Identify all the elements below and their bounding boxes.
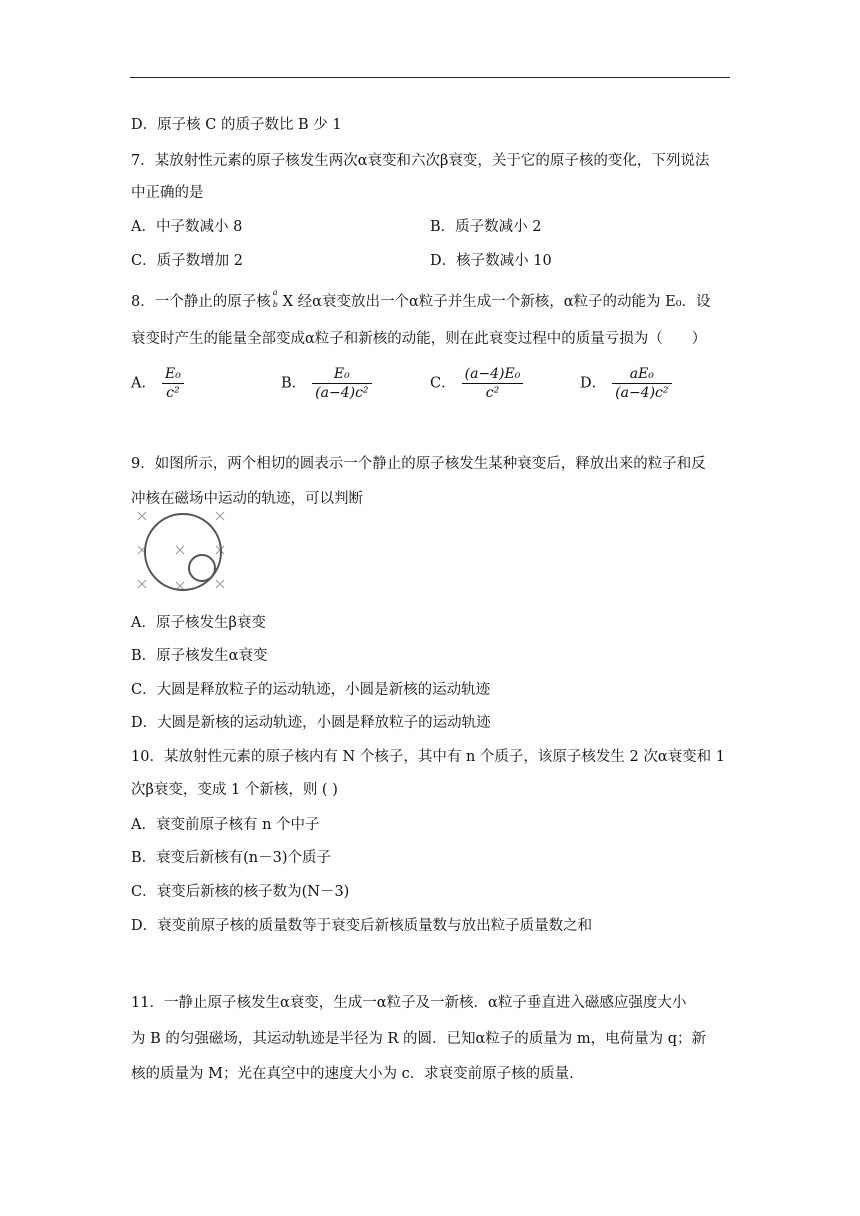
magnetic-field-trajectory-figure bbox=[132, 508, 228, 596]
q8-option-c-numerator: (a−4)E₀ bbox=[462, 366, 524, 384]
q9-option-a: A．原子核发生β衰变 bbox=[131, 615, 266, 631]
q7-stem-line2: 中正确的是 bbox=[131, 185, 204, 201]
q8-stem-line1 bbox=[131, 290, 711, 311]
q8-option-b-numerator: E₀ bbox=[312, 366, 371, 384]
q8-option-c-denominator: c² bbox=[485, 385, 500, 401]
q8-option-d bbox=[580, 366, 672, 401]
q9-stem-line1: 9．如图所示，两个相切的圆表示一个静止的原子核发生某种衰变后，释放出来的粒子和反 bbox=[131, 456, 706, 472]
q10-option-a: A．衰变前原子核有 n 个中子 bbox=[131, 817, 320, 833]
q10-stem-line1: 10．某放射性元素的原子核内有 N 个核子，其中有 n 个质子，该原子核发生 2 次α衰变和 1 bbox=[131, 749, 725, 765]
q10-stem-line2: 次β衰变，变成 1 个新核，则 ( ) bbox=[131, 782, 338, 798]
q8-option-a-numerator: E₀ bbox=[162, 366, 184, 384]
q9-option-c: C．大圆是释放粒子的运动轨迹，小圆是新核的运动轨迹 bbox=[131, 682, 491, 698]
q11-stem-line1: 11．一静止原子核发生α衰变，生成一α粒子及一新核．α粒子垂直进入磁感应强度大小 bbox=[131, 995, 687, 1011]
q7-option-c: C．质子数增加 2 bbox=[131, 253, 243, 269]
q7-option-d: D．核子数减小 10 bbox=[430, 253, 552, 269]
q7-option-b: B．质子数减小 2 bbox=[430, 219, 542, 235]
q11-stem-line2: 为 B 的匀强磁场，其运动轨迹是半径为 R 的圆．已知α粒子的质量为 m，电荷量为 q；新 bbox=[131, 1031, 707, 1047]
q8-stem-line2: 衰变时产生的能量全部变成α粒子和新核的动能，则在此衰变过程中的质量亏损为（ ） bbox=[131, 331, 707, 347]
q8-stem-line1-suffix: X 经α衰变放出一个α粒子并生成一个新核，α粒子的动能为 E₀．设 bbox=[282, 294, 711, 310]
q8-option-d-denominator: (a−4)c² bbox=[615, 385, 669, 401]
q8-option-b-denominator: (a−4)c² bbox=[315, 385, 369, 401]
q8-option-a bbox=[131, 366, 184, 401]
q11-stem-line3: 核的质量为 M；光在真空中的速度大小为 c．求衰变前原子核的质量． bbox=[131, 1066, 584, 1082]
q8-option-c-fraction bbox=[462, 366, 524, 401]
q7-stem-line1: 7．某放射性元素的原子核发生两次α衰变和六次β衰变，关于它的原子核的变化，下列说法 bbox=[131, 153, 710, 169]
q8-option-a-fraction bbox=[162, 366, 184, 401]
q8-option-c-label: C． bbox=[430, 375, 456, 392]
q8-option-a-denominator: c² bbox=[166, 385, 180, 401]
q8-option-c bbox=[430, 366, 523, 401]
nuclide-symbol bbox=[271, 288, 283, 309]
header-rule bbox=[130, 77, 730, 78]
q9-option-d: D．大圆是新核的运动轨迹，小圆是释放粒子的运动轨迹 bbox=[131, 715, 491, 731]
q10-option-c: C．衰变后新核的核子数为(N－3) bbox=[131, 884, 350, 900]
q8-stem-line1-prefix: 8．一个静止的原子核 bbox=[131, 294, 271, 310]
q8-option-b bbox=[281, 366, 372, 401]
nuclide-atomic-number: b bbox=[272, 300, 278, 309]
q8-option-b-fraction bbox=[312, 366, 371, 401]
q10-option-d: D．衰变前原子核的质量数等于衰变后新核质量数与放出粒子质量数之和 bbox=[131, 918, 593, 934]
q8-option-d-fraction bbox=[612, 366, 671, 401]
q7-option-a: A．中子数减小 8 bbox=[131, 219, 243, 235]
q9-option-b: B．原子核发生α衰变 bbox=[131, 648, 268, 664]
small-circle-trajectory bbox=[189, 555, 215, 581]
q10-option-b: B．衰变后新核有(n－3)个质子 bbox=[131, 850, 332, 866]
q9-stem-line2: 冲核在磁场中运动的轨迹，可以判断 bbox=[131, 491, 363, 507]
q8-option-b-label: B． bbox=[281, 375, 307, 392]
q6-option-d: D．原子核 C 的质子数比 B 少 1 bbox=[131, 117, 342, 133]
q8-option-a-label: A． bbox=[131, 375, 156, 392]
q8-option-d-label: D． bbox=[580, 375, 607, 392]
nuclide-mass-number: a bbox=[272, 288, 278, 297]
q8-option-d-numerator: aE₀ bbox=[612, 366, 671, 384]
